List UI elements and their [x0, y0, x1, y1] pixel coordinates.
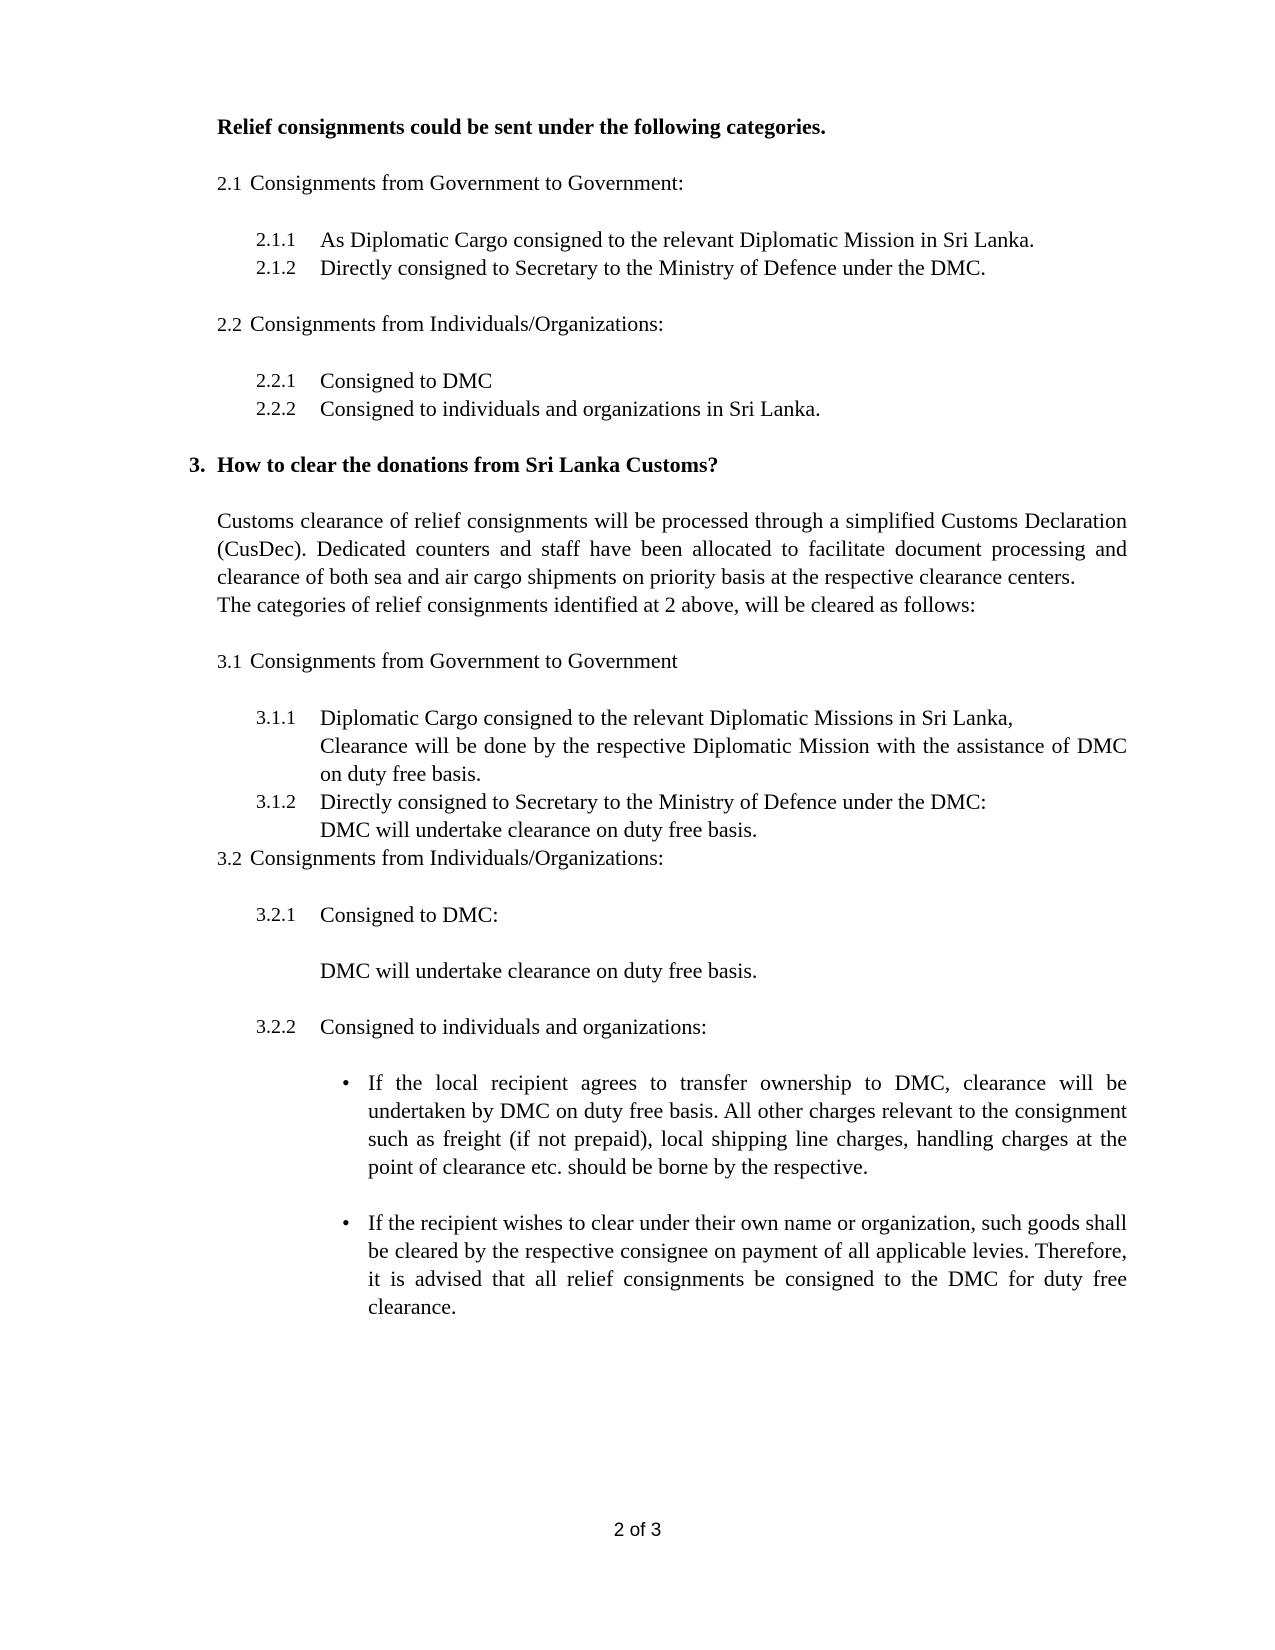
- list-number-3-2-1: 3.2.1: [256, 904, 296, 926]
- list-number-3-2-2: 3.2.2: [256, 1016, 296, 1038]
- section3-paragraph-2: The categories of relief consignments identified at 2 above, will be cleared as follows:: [217, 592, 976, 617]
- section3-number: 3.: [189, 452, 206, 477]
- sublist-3-1: [217, 704, 1127, 873]
- list-item-3-2-2: [217, 1013, 1127, 1041]
- list-item-3-2: [217, 844, 1127, 873]
- intro-heading: Relief consignments could be sent under the following categories.: [217, 114, 826, 139]
- list-item-2-2-1: [217, 367, 1127, 395]
- list-text-2-2-2: Consigned to individuals and organizations in Sri Lanka.: [320, 396, 821, 421]
- list-number-3-2: 3.2: [217, 848, 242, 870]
- list-item-3-1-2: [217, 788, 1127, 844]
- list-text-3-1-2-b: DMC will undertake clearance on duty free basis.: [320, 817, 758, 842]
- list-number-2-2-2: 2.2.2: [256, 398, 296, 420]
- bullet-item-2: [217, 1209, 1127, 1321]
- document-body: [189, 113, 1127, 1321]
- sublist-2-2: [217, 367, 1127, 423]
- section3-heading-row: [189, 451, 1127, 479]
- list-number-2-2: 2.2: [217, 314, 242, 336]
- list-item-2-2-2: [217, 395, 1127, 423]
- list-text-3-2-1-followup: DMC will undertake clearance on duty free basis.: [320, 958, 758, 983]
- list-number-2-1-2: 2.1.2: [256, 257, 296, 279]
- list-number-3-1-2: 3.1.2: [256, 791, 296, 813]
- sublist-2-1: [217, 226, 1127, 282]
- list-item-2-2: [217, 310, 1127, 339]
- bullet-text-2: If the recipient wishes to clear under their own name or organization, such goods shall be cleared by the respective consignee on payment of all applicable levies. Therefore, it is advised that all relief consignments be consigned to the DMC for duty free clearance.: [368, 1210, 1127, 1319]
- list-text-2-1-2: Directly consigned to Secretary to the Ministry of Defence under the DMC.: [320, 255, 986, 280]
- bullet-icon: •: [342, 1210, 350, 1235]
- list-text-3-2-2: Consigned to individuals and organizations:: [320, 1014, 707, 1039]
- list-text-3-1-1-b: Clearance will be done by the respective Diplomatic Mission with the assistance of DMC on duty free basis.: [320, 733, 1127, 786]
- list-text-3-2: Consignments from Individuals/Organizations:: [250, 845, 664, 870]
- list-number-3-1: 3.1: [217, 651, 242, 673]
- section3-heading: How to clear the donations from Sri Lanka Customs?: [217, 452, 719, 477]
- list-text-2-1-1: As Diplomatic Cargo consigned to the relevant Diplomatic Mission in Sri Lanka.: [320, 227, 1035, 252]
- list-text-3-1-1-a: Diplomatic Cargo consigned to the relevant Diplomatic Missions in Sri Lanka,: [320, 705, 1014, 730]
- section3-paragraph-1: Customs clearance of relief consignments will be processed through a simplified Customs Declaration (CusDec). Dedicated counters and staff have been allocated to facilitate document processing and clearance of both sea and air cargo shipments on priority basis at the respective clearance centers.: [217, 508, 1127, 589]
- bullet-item-1: [217, 1069, 1127, 1181]
- list-number-2-1: 2.1: [217, 173, 242, 195]
- list-item-3-1: [217, 647, 1127, 676]
- list-item-2-1-2: [217, 254, 1127, 282]
- list-item-2-1: [217, 169, 1127, 198]
- list-text-3-1: Consignments from Government to Government: [250, 648, 678, 673]
- list-text-2-2-1: Consigned to DMC: [320, 368, 493, 393]
- list-item-3-1-1: [217, 704, 1127, 788]
- list-text-2-2: Consignments from Individuals/Organizations:: [250, 311, 664, 336]
- list-text-3-1-2-a: Directly consigned to Secretary to the Ministry of Defence under the DMC:: [320, 789, 987, 814]
- list-text-2-1: Consignments from Government to Government:: [250, 170, 684, 195]
- list-number-2-2-1: 2.2.1: [256, 370, 296, 392]
- list-item-3-2-1: [217, 901, 1127, 985]
- list-text-3-2-1: Consigned to DMC:: [320, 902, 499, 927]
- page-number: 2 of 3: [613, 1520, 662, 1541]
- bullet-icon: •: [342, 1070, 350, 1095]
- list-number-3-1-1: 3.1.1: [256, 707, 296, 729]
- list-number-2-1-1: 2.1.1: [256, 229, 296, 251]
- list-item-2-1-1: [217, 226, 1127, 254]
- bullet-text-1: If the local recipient agrees to transfer ownership to DMC, clearance will be undertaken by DMC on duty free basis. All other charges relevant to the consignment such as freight (if not prepaid), local shipping line charges, handling charges at the point of clearance etc. should be borne by the respective.: [368, 1070, 1127, 1179]
